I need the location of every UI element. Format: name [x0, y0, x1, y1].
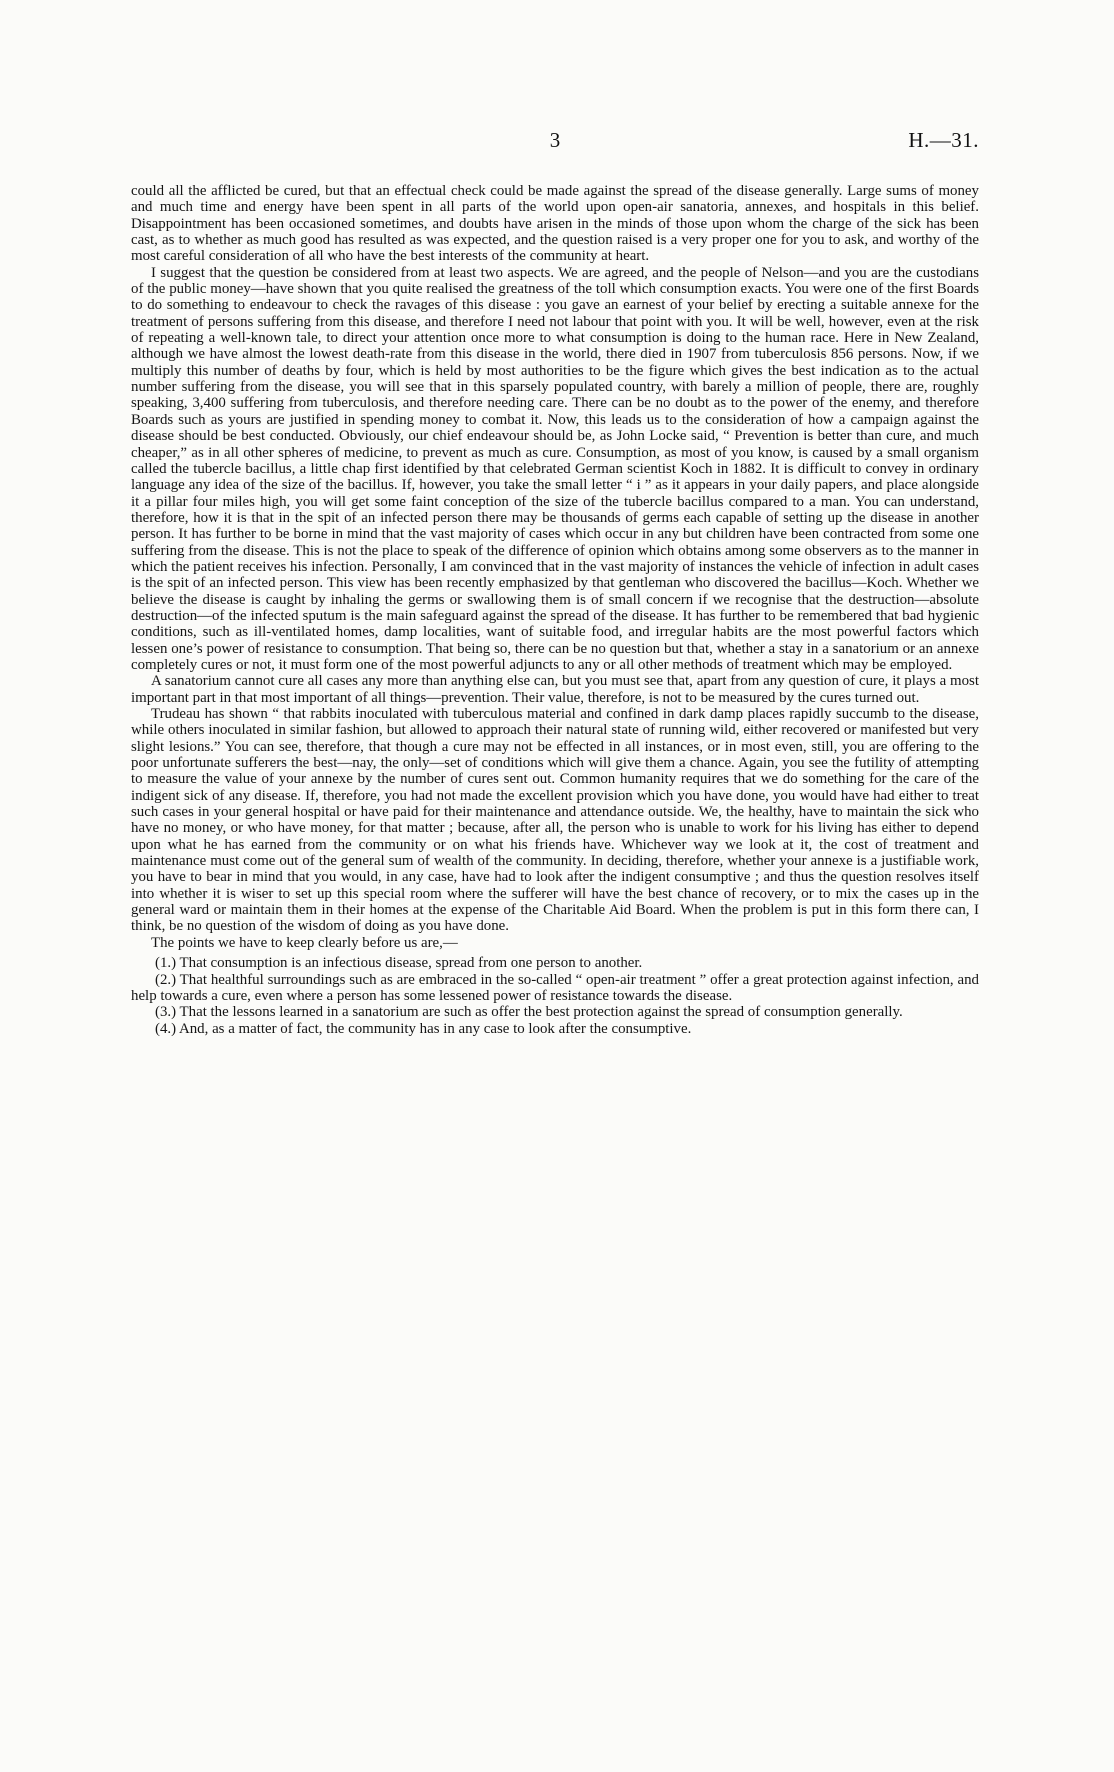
point-item: (4.) And, as a matter of fact, the community has in any case to look after the consumptive. — [155, 1020, 692, 1037]
paragraph: I suggest that the question be considered from at least two aspects. We are agreed, and the people of Nelson—and you are the custodians of the public money—have shown that you quite realised the greatness of the toll which consumption exacts. You were one of the first Boards to do something to endeavour to check the ravages of this disease : you gave an earnest of your belief by erecting a suitable annexe for the treatment of persons suffering from this disease, and therefore I need not labour that point with you. It will be well, however, even at the risk of repeating a well-known tale, to direct your attention once more to what consumption is doing to the human race. Here in New Zealand, although we have almost the lowest death-rate from this disease in the world, there died in 1907 from tuberculosis 856 persons. Now, if we multiply this number of deaths by four, which is held by most authorities to be the figure which gives the best indication as to the actual number suffering from the disease, you will see that in this sparsely populated country, with barely a million of people, there are, roughly speaking, 3,400 suffering from tuberculosis, and therefore needing care. There can be no doubt as to the power of the enemy, and therefore Boards such as yours are justified in spending money to combat it. Now, this leads us to the consideration of how a campaign against the disease should be best conducted. Obviously, our chief endeavour should be, as John Locke said, “ Prevention is better than cure, and much cheaper,” as in all other spheres of medicine, to prevent as much as cure. Consumption, as most of you know, is caused by a small organism called the tubercle bacillus, a little chap first identified by that celebrated German scientist Koch in 1882. It is difficult to convey in ordinary language any idea of the size of the bacillus. If, however, you take the small letter “ i ” as it appears in your daily papers, and place alongside it a pillar four miles high, you will get some faint conception of the size of the tubercle bacillus compared to a man. You can understand, therefore, how it is that in the spit of an infected person there may be thousands of germs each capable of setting up the disease in another person. It has further to be borne in mind that the vast majority of cases which occur in any but children have been contracted from some one suffering from the disease. This is not the place to speak of the difference of opinion which obtains among some observers as to the manner in which the patient receives his infection. Personally, I am convinced that in the vast majority of instances the vehicle of infection in adult cases is the spit of an infected person. This view has been recently emphasized by that gentleman who discovered the bacillus—Koch. Whether we believe the disease is caught by inhaling the germs or swallowing them is of small concern if we recognise that the destruction—absolute destruction—of the infected sputum is the main safeguard against the spread of the disease. It has further to be remembered that bad hygienic conditions, such as ill-ventilated homes, damp localities, want of suitable food, and irregular habits are the most powerful factors which lessen one’s power of resistance to consumption. That being so, there can be no question but that, whether a stay in a sanatorium or an annexe completely cures or not, it must form one of the most powerful adjuncts to any or all other methods of treatment which may be employed. — [131, 264, 979, 673]
point-item: (1.) That consumption is an infectious disease, spread from one person to another. — [155, 955, 643, 972]
point-item: (2.) That healthful surroundings such as are embraced in the so-called “ open-air treatment ” offer a great protection against infection, and help towards a cure, even where a person has some lessened power of resistance towards the disease. — [131, 971, 979, 1004]
paragraph: Trudeau has shown “ that rabbits inoculated with tuberculous material and confined in dark damp places rapidly succumb to the disease, while others inoculated in similar fashion, but allowed to approach their natural state of running wild, either recovered or manifested but very slight lesions.” You can see, therefore, that though a cure may not be effected in all instances, or in most even, still, you are offering to the poor unfortunate sufferers the best—nay, the only—set of conditions which will give them a chance. Again, you see the futility of attempting to measure the value of your annexe by the number of cures sent out. Common humanity requires that we do something for the care of the indigent sick of any disease. If, therefore, you had not made the excellent provision which you have done, you would have had either to treat such cases in your general hospital or have paid for their maintenance and attendance outside. We, the healthy, have to maintain the sick who have no money, or who have money, for that matter ; because, after all, the person who is unable to work for his living has either to depend upon what he has earned from the community or on what his friends have. Whichever way we look at it, the cost of treatment and maintenance must come out of the general sum of wealth of the community. In deciding, therefore, whether your annexe is a justifiable work, you have to bear in mind that you would, in any case, have had to look after the indigent consumptive ; and thus the question resolves itself into whether it is wiser to set up this special room where the sufferer will have the best chance of recovery, or to mix the cases up in the general ward or maintain them in their homes at the expense of the Charitable Aid Board. When the problem is put in this form there can, I think, be no question of the wisdom of doing as you have done. — [131, 706, 979, 935]
document-reference: H.—31. — [908, 128, 979, 152]
paragraph-continuation: could all the afflicted be cured, but that an effectual check could be made against the spread of the disease generally. Large sums of money and much time and energy have been spent in all parts of the world upon open-air sanatoria, annexes, and hospitals in this belief. Disappointment has been occasioned sometimes, and doubts have arisen in the minds of those upon whom the charge of the sick has been cast, as to whether as much good has resulted as was expected, and the question raised is a very proper one for you to ask, and worthy of the most careful consideration of all who have the best interests of the community at heart. — [131, 183, 979, 265]
page-header — [131, 128, 979, 158]
paragraph: A sanatorium cannot cure all cases any more than anything else can, but you must see that, apart from any question of cure, it plays a most important part in that most important of all things—prevention. Their value, therefore, is not to be measured by the cures turned out. — [131, 673, 979, 706]
page-number: 3 — [549, 128, 561, 152]
body-text — [131, 183, 979, 1037]
points-intro: The points we have to keep clearly before us are,— — [151, 934, 458, 951]
point-item: (3.) That the lessons learned in a sanatorium are such as offer the best protection against the spread of consumption generally. — [155, 1004, 903, 1021]
